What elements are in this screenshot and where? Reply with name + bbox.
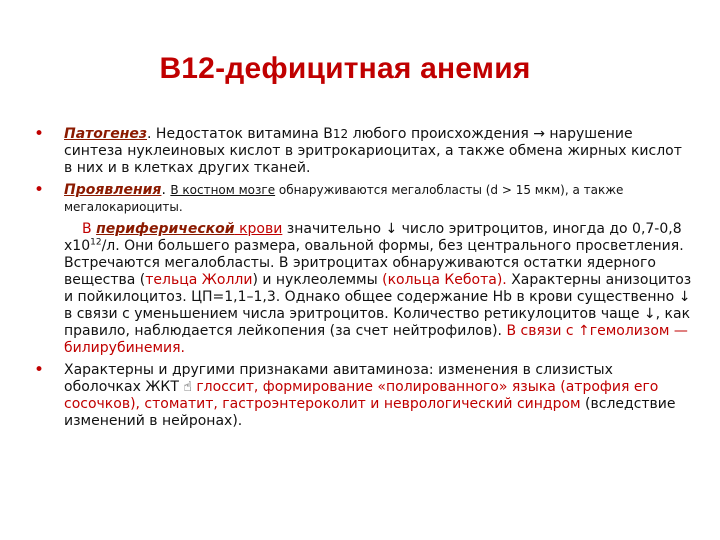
peripheral-prefix: В bbox=[82, 221, 97, 237]
manifestations-text: обнаруживаются мегалобласты (d > 15 мкм), а также мегалокариоциты. bbox=[64, 183, 624, 214]
bullet-dot: • bbox=[34, 124, 45, 144]
other-signs-text: Характерны и другими признаками авитаминоза: изменения в слизистых оболочках ЖКТ ☝ bbox=[64, 362, 613, 395]
bilirubinemia-note: В связи с ↑гемолизом — билирубинемия. bbox=[64, 323, 688, 356]
pathogenesis-text-rest: любого происхождения → нарушение синтеза нуклеиновых кислот в эритрокариоцитах, а также обмена жирных кислот в них и в клетках других тканей. bbox=[64, 126, 682, 176]
bullet-dot: • bbox=[34, 360, 45, 380]
peripheral-text-1: значительно ↓ число эритроцитов, иногда до 0,7-0,8 х10 bbox=[64, 221, 682, 254]
peripheral-text-2: /л. Они большего размера, овальной формы, без центрального просветления. Встречаются мегалобласты. В эритроцитах обнаруживаются остатки ядерного вещества ( bbox=[64, 238, 684, 288]
jolly-bodies: тельца Жолли bbox=[145, 272, 253, 288]
vitamin-number: 12 bbox=[332, 127, 349, 141]
slide-title: В12-дефицитная анемия bbox=[159, 52, 531, 85]
keyword-manifestations: Проявления bbox=[64, 182, 162, 198]
keyword-peripheral: периферической bbox=[96, 221, 235, 237]
peripheral-text-3: ) и нуклеолеммы bbox=[252, 272, 383, 288]
bullet-dot: • bbox=[34, 180, 45, 200]
cabot-rings: (кольца Кебота). bbox=[382, 272, 507, 288]
blood-label: крови bbox=[234, 221, 283, 237]
pathogenesis-text: . Недостаток витамина В bbox=[147, 126, 333, 142]
other-signs-text-rest: (вследствие изменений в нейронах). bbox=[64, 396, 676, 429]
exponent: 12 bbox=[90, 237, 102, 248]
slide-content bbox=[34, 126, 694, 435]
peripheral-text-4: Характерны анизоцитоз и пойкилоцитоз. ЦП=1,1–1,3. Однако общее содержание Hb в крови существенно ↓ в связи с уменьшением числа эритроцитов. Количество ретикулоцитов чаще ↓, как правило, наблюдается лейкопения (за счет нейтрофилов). bbox=[64, 272, 692, 339]
peripheral-blood-paragraph bbox=[34, 221, 694, 357]
bullet-pathogenesis bbox=[34, 126, 694, 177]
manifestations-dot: . bbox=[161, 182, 171, 198]
bullet-manifestations bbox=[34, 182, 694, 216]
bullet-other-signs bbox=[34, 362, 694, 430]
keyword-pathogenesis: Патогенез bbox=[64, 126, 148, 142]
gi-symptoms: глоссит, формирование «полированного» языка (атрофия его сосочков), стоматит, гастроэнтероколит и неврологический синдром bbox=[64, 379, 659, 412]
bone-marrow-label: В костном мозге bbox=[170, 183, 276, 197]
